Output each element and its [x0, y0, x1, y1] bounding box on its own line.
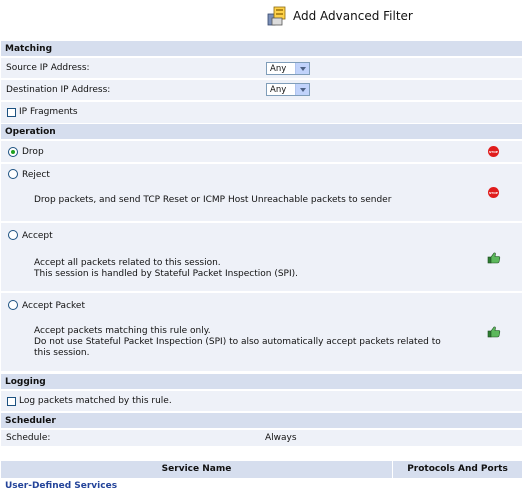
matching-section-header [1, 41, 522, 56]
schedule-row [1, 430, 522, 446]
column-header-service-name: Service Name [161, 464, 232, 474]
dest-ip-label: Destination IP Address: [6, 85, 111, 95]
operation-option-reject [1, 164, 522, 221]
accept-description [34, 258, 298, 280]
filter-icon [266, 5, 288, 27]
dest-ip-select[interactable] [266, 83, 310, 96]
operation-section-header [1, 124, 522, 139]
source-ip-select-value: Any [270, 63, 287, 74]
drop-label: Drop [22, 147, 44, 157]
services-table-header [1, 461, 522, 478]
scheduler-header-label: Scheduler [5, 415, 56, 426]
operation-option-accept [1, 223, 522, 291]
reject-label: Reject [22, 170, 50, 180]
source-ip-row [1, 58, 522, 78]
operation-option-drop [1, 141, 522, 162]
drop-radio[interactable] [8, 147, 18, 157]
ip-fragments-checkbox[interactable] [7, 108, 16, 117]
source-ip-select[interactable] [266, 62, 310, 75]
accept-packet-description-line: this session. [34, 348, 90, 358]
schedule-value: Always [265, 433, 297, 443]
reject-radio[interactable] [8, 169, 18, 179]
log-packets-row [1, 391, 522, 411]
accept-packet-radio[interactable] [8, 300, 18, 310]
chevron-down-icon[interactable] [295, 84, 309, 95]
thumbs-up-icon [487, 326, 501, 338]
schedule-label: Schedule: [6, 433, 51, 443]
logging-header-label: Logging [5, 376, 46, 387]
accept-packet-description [34, 326, 441, 359]
scheduler-section-header [1, 413, 522, 428]
dest-ip-row [1, 80, 522, 100]
accept-label: Accept [22, 231, 53, 241]
stop-icon: STOP [488, 187, 499, 198]
accept-packet-description-line: Do not use Stateful Packet Inspection (SPI) to also automatically accept packets related to [34, 337, 441, 347]
matching-header-label: Matching [5, 43, 53, 54]
user-defined-services-group[interactable]: User-Defined Services [5, 481, 118, 491]
ip-fragments-label: IP Fragments [19, 107, 78, 117]
operation-option-accept-packet [1, 293, 522, 371]
accept-description-line: Accept all packets related to this session. [34, 258, 221, 268]
stop-icon: STOP [488, 146, 499, 157]
page-header [266, 5, 413, 27]
ip-fragments-row [1, 102, 522, 123]
accept-packet-description-line: Accept packets matching this rule only. [34, 326, 211, 336]
thumbs-up-icon [487, 252, 501, 264]
accept-description-line: This session is handled by Stateful Packet Inspection (SPI). [34, 269, 299, 279]
source-ip-label: Source IP Address: [6, 63, 90, 73]
page-title: Add Advanced Filter [293, 9, 413, 23]
dest-ip-select-value: Any [270, 84, 287, 95]
log-packets-label: Log packets matched by this rule. [19, 396, 172, 406]
reject-description: Drop packets, and send TCP Reset or ICMP Host Unreachable packets to sender [34, 195, 392, 205]
accept-packet-label: Accept Packet [22, 301, 85, 311]
chevron-down-icon[interactable] [295, 63, 309, 74]
accept-radio[interactable] [8, 230, 18, 240]
log-packets-checkbox[interactable] [7, 397, 16, 406]
operation-header-label: Operation [5, 126, 56, 137]
column-header-protocols-ports: Protocols And Ports [407, 464, 508, 474]
logging-section-header [1, 374, 522, 389]
